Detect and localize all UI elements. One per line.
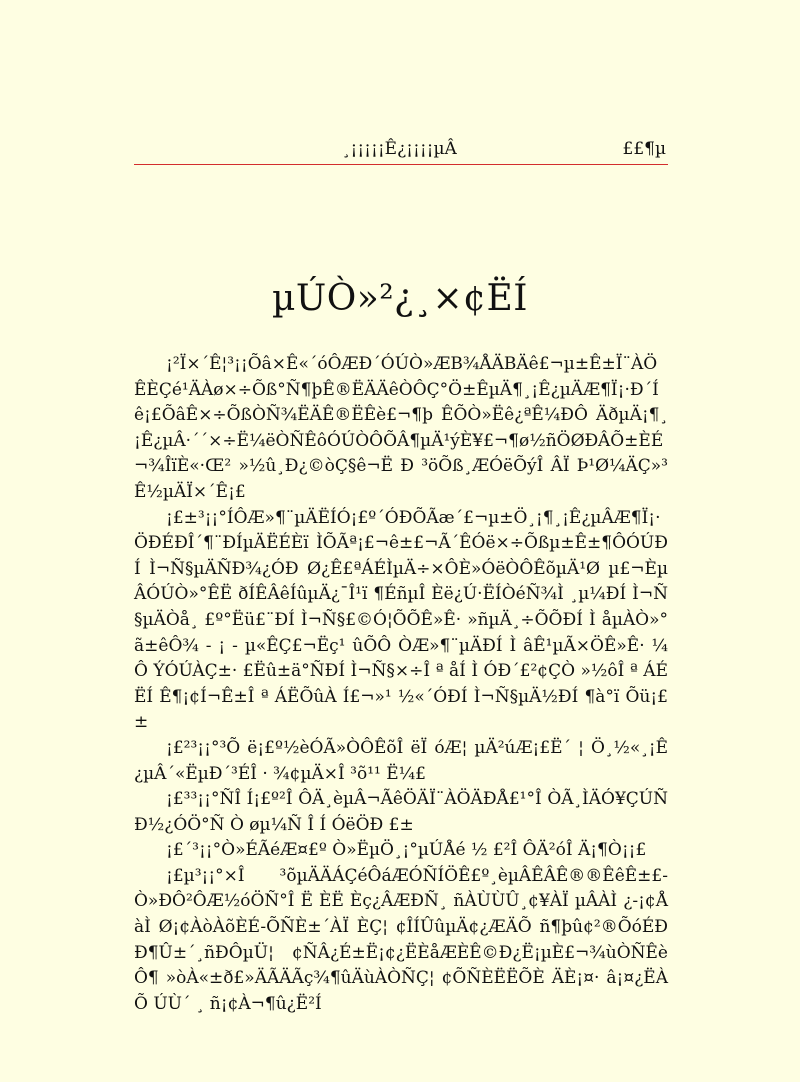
body-text xyxy=(134,352,668,1017)
page-number: ££¶µ xyxy=(622,139,666,159)
paragraph-dedication: ¡²Ï×´Ê¦³¡¡Õâ×Ê«´óÔÆÐ´ÓÚÒ»ÆB¾ÅÄBÄê£¬µ±Ê±Ï¨ÀÖÊÈÇé¹ÄÀø×÷Õß°Ñ¶þÊ®ËÄÄêÒÔÇ°Ö±ÊµÄ¶¸¡Ê¿µÄÆ¶Ï¡·Ð´Í ê¡£ÕâÊ×÷ÕßÒÑ¾ËÄÊ®ËÊè£¬¶þ ÊÕÒ»Ëê¿ªÊ¼ÐÔ ÄðµÄ¡¶¸¡Ê¿µÂ·´´×÷Ë¼ëÒÑÊôÓÚÒÔÕÂ¶µÄ¹ýÈ¥£¬¶ø½ñÖØÐÂÕ±ÈÉ¬¾ÎïÈ«·Œ² »½û¸Ð¿©òÇ§ê¬Ë Ð ³öÕß¸ÆÓëÕýÎ ÂÏ Þ¹Ø¼ÄÇ»³Ê½µÄÏ×´Ê¡£ xyxy=(134,354,668,502)
paragraph-note-1: ¡£±³¡¡°ÍÔÆ»¶¨µÄËÍÓ¡£º´ÓÐÕÃæ´£¬µ±Ö¸¡¶¸¡Ê¿µÂÆ¶Ï¡·ÖÐÉÐÎ´¶¨ÐÍµÄËÉÈï ÌÕÃª¡£¬ê±£¬Ã´ÊÓë×÷Õßµ±Ê±¶ÔÓÚÐÍ Ì¬Ñ§µÄÑÐ¾¿ÓÐ Ø¿Ê£ªÁÉÌµÄ÷×ÔÈ»ÓëÒÔÊõµÄ¹Ø µ£¬ÈµÂÓÚÒ»°ÊË ðÍÊÂêÍûµÄ¿¯Î¹ï ¶ÉñµÎ Èë¿Ú·ËÍÒéÑ¾Ì ¸µ¼ÐÍ Ì¬Ñ§µÄÒå¸ £º°Ëü£¨ÐÍ Ì¬Ñ§£©Ó¦ÕÕÊ»Ê· »ñµÄ¸÷ÕÕÐÍ Ì åµÀÒ»°ã±êÔ¾ - ¡ - µ«ÊÇ£¬Ëç¹ ûÕÔ ÒÆ»¶¨µÄÐÍ Ì âÊ¹µÃ×ÖÊ»Ê· ¼Ô ÝÓÚÀÇ±· £Ëû±ä°ÑÐÍ Ì¬Ñ§×÷Î ª åÍ Ì ÓÐ´£²¢ÇÒ »½ôÎ ª ÁÉËÍ Ê¶¡¢Í¬Ê±Î ª ÁËÕûÀ Í£¬»¹ ½«´ÓÐÍ Ì¬Ñ§µÄ½ÐÍ ¶à°ï Õü¡£± xyxy=(134,507,668,733)
page-title: µÚÒ»²¿¸×¢ËÍ xyxy=(271,278,529,319)
running-header-title: ¸¡¡¡¡¡Ê¿¡¡¡¡µÂ xyxy=(342,139,457,159)
paragraph-note-5: ¡£µ³¡¡°×Î ³õµÄÄÁÇéÔáÆÓÑÍÖÊ£º¸èµÂÊÂÊ®®ÊêÊ±£Ò»ÐÔ²ÔÆ½óÖÑ°Î Ë ÈË Èç¿ÂÆÐÑ¸ ñÀÙÙÛ¸¢¥ÀÏ µÂÀÌ ¿-¡¢ÅàÌ Ø¡¢ÀòÀõÈÉ-ÕÑÈ±´ÀÏ ÈÇ¦ ¢ÎÍÛûµÄ¢¿ÆÄÕ ñ¶þû¢²®ÕóÉÐ Ð¶Û±´¸ñÐÔµÜ¦ ¢ÑÂ¿É±Ë¡¢¿ËÈåÆÈÊ©Ð¿Ë¡µÈ£¬¾ùÒÑÊèÔ¶ »òÀ«±ð£»ÄÃÄÃç¾¶ûÄùÀÒÑÇ¦ ¢ÕÑÈËËÕÈ ÄÈ¡¤· â¡¤¿ËÀÕ ÚÙ´ ¸ ñ¡¢À¬¶û¿Ë²Í xyxy=(134,865,668,1014)
paragraph-note-3: ¡£³³¡¡°ÑÎ Í¡£º²Î ÔÄ¸èµÂ¬ÃêÖÄÏ¨ÀÖÄÐÅ£¹°Î ÒÃ¸ÌÄÓ¥ÇÚÑÐ½¿ÓÖ°Ñ Ò øµ¼Ñ Î Í ÓëÖÐ £± xyxy=(134,789,668,835)
paragraph-note-2: ¡£²³¡¡°³Õ ë¡£º½èÓÃ»ÒÔÊõÎ ëÏ óÆ¦ µÄ²úÆ¡£Ë´ ¦ Ö¸½«¸¡Ê¿µÂ´«ËµÐ´³ÉÎ · ¾¢µÄ×Î ³õ¹¹ Ë¼£ xyxy=(134,737,668,784)
paragraph-note-4: ¡£´³¡¡°Ò»ÉÃéÆ¤£º Ò»ËµÖ¸¡°µÚÅé ½ £²Î ÔÄ²óÎ Ä¡¶Ò¡¡£ xyxy=(166,840,647,861)
header-divider xyxy=(134,164,668,165)
running-header xyxy=(134,135,668,163)
